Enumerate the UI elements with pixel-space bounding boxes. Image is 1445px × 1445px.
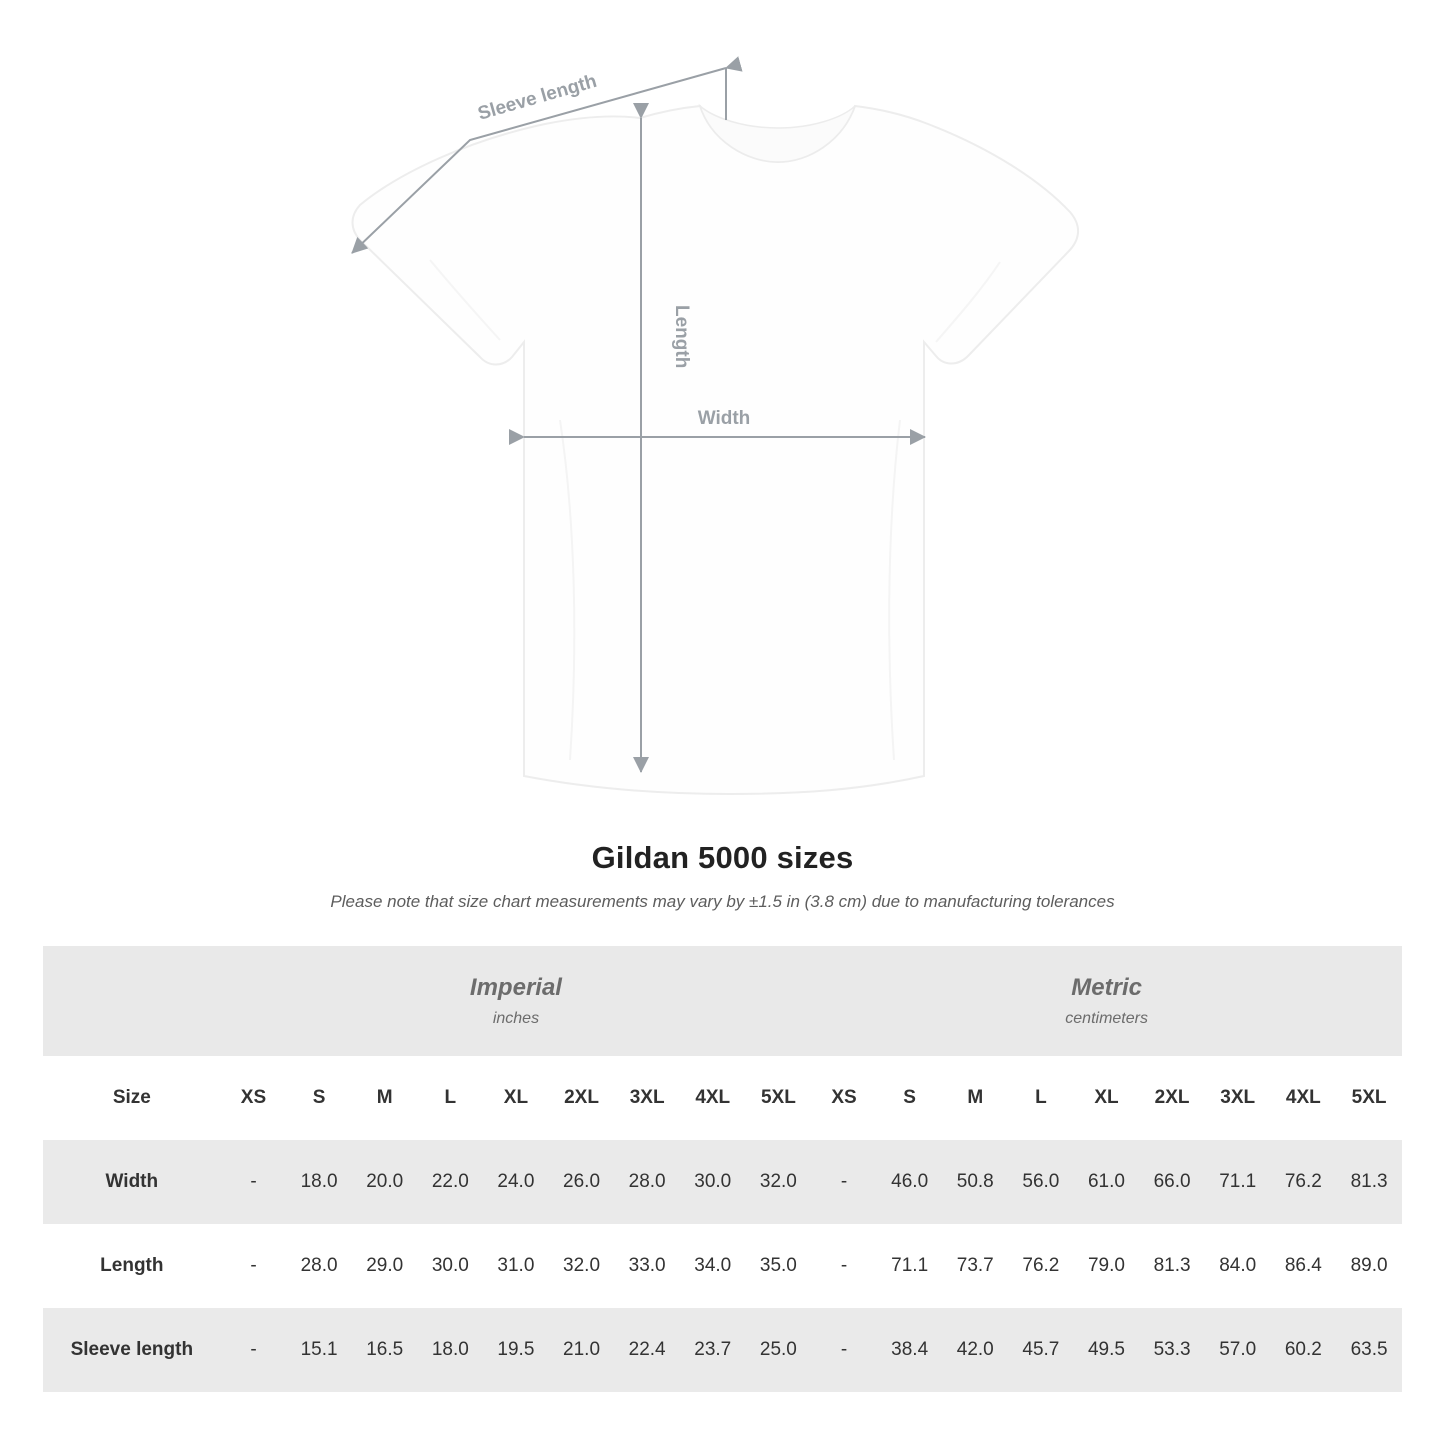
header-metric-s: S — [877, 1056, 943, 1140]
header-size: Size — [43, 1056, 221, 1140]
header-imperial-s: S — [286, 1056, 352, 1140]
cell-sleeve-metric-s: 38.4 — [877, 1308, 943, 1392]
label-length: Length — [671, 305, 692, 369]
cell-width-imperial-xs: - — [221, 1140, 287, 1224]
unit-group-imperial — [221, 946, 812, 1056]
cell-sleeve-metric-2xl: 53.3 — [1139, 1308, 1205, 1392]
header-metric-xl: XL — [1074, 1056, 1140, 1140]
cell-width-metric-s: 46.0 — [877, 1140, 943, 1224]
table-row-sleeve-length — [43, 1308, 1402, 1392]
cell-width-metric-5xl: 81.3 — [1336, 1140, 1402, 1224]
cell-width-imperial-4xl: 30.0 — [680, 1140, 746, 1224]
table-row-length — [43, 1224, 1402, 1308]
unit-group-imperial-sub: inches — [492, 1010, 540, 1027]
cell-length-metric-xl: 79.0 — [1074, 1224, 1140, 1308]
cell-width-metric-m: 50.8 — [942, 1140, 1008, 1224]
cell-sleeve-imperial-4xl: 23.7 — [680, 1308, 746, 1392]
header-metric-l: L — [1008, 1056, 1074, 1140]
cell-width-imperial-l: 22.0 — [418, 1140, 484, 1224]
cell-width-imperial-5xl: 32.0 — [746, 1140, 812, 1224]
cell-length-imperial-l: 30.0 — [418, 1224, 484, 1308]
cell-length-metric-m: 73.7 — [942, 1224, 1008, 1308]
unit-group-metric-sub: centimeters — [1065, 1010, 1148, 1027]
table-row-width — [43, 1140, 1402, 1224]
tshirt-shape — [353, 106, 1079, 794]
cell-sleeve-imperial-l: 18.0 — [418, 1308, 484, 1392]
cell-width-imperial-xl: 24.0 — [483, 1140, 549, 1224]
size-chart-container — [0, 946, 1445, 1392]
header-imperial-4xl: 4XL — [680, 1056, 746, 1140]
cell-length-metric-5xl: 89.0 — [1336, 1224, 1402, 1308]
cell-length-metric-s: 71.1 — [877, 1224, 943, 1308]
cell-sleeve-metric-m: 42.0 — [942, 1308, 1008, 1392]
cell-length-imperial-3xl: 33.0 — [614, 1224, 680, 1308]
cell-length-imperial-4xl: 34.0 — [680, 1224, 746, 1308]
label-width: Width — [697, 408, 751, 429]
unit-band-row — [43, 946, 1402, 1056]
cell-sleeve-metric-5xl: 63.5 — [1336, 1308, 1402, 1392]
label-sleeve-length: Sleeve length — [475, 70, 600, 125]
cell-sleeve-imperial-xs: - — [221, 1308, 287, 1392]
row-label-sleeve-length: Sleeve length — [43, 1308, 221, 1392]
unit-group-metric — [811, 946, 1402, 1056]
cell-width-metric-4xl: 76.2 — [1271, 1140, 1337, 1224]
title-block — [0, 840, 1445, 912]
row-label-width: Width — [43, 1140, 221, 1224]
cell-length-imperial-xs: - — [221, 1224, 287, 1308]
header-metric-5xl: 5XL — [1336, 1056, 1402, 1140]
cell-length-imperial-xl: 31.0 — [483, 1224, 549, 1308]
cell-sleeve-imperial-2xl: 21.0 — [549, 1308, 615, 1392]
cell-width-imperial-s: 18.0 — [286, 1140, 352, 1224]
header-imperial-xs: XS — [221, 1056, 287, 1140]
cell-length-metric-xs: - — [811, 1224, 877, 1308]
size-chart-table — [43, 946, 1402, 1392]
cell-sleeve-imperial-s: 15.1 — [286, 1308, 352, 1392]
header-imperial-3xl: 3XL — [614, 1056, 680, 1140]
cell-length-metric-3xl: 84.0 — [1205, 1224, 1271, 1308]
cell-width-metric-2xl: 66.0 — [1139, 1140, 1205, 1224]
cell-sleeve-metric-4xl: 60.2 — [1271, 1308, 1337, 1392]
page-title: Gildan 5000 sizes — [591, 840, 854, 875]
cell-width-metric-xl: 61.0 — [1074, 1140, 1140, 1224]
header-metric-xs: XS — [811, 1056, 877, 1140]
cell-length-imperial-m: 29.0 — [352, 1224, 418, 1308]
table-header-row — [43, 1056, 1402, 1140]
header-imperial-xl: XL — [483, 1056, 549, 1140]
header-imperial-l: L — [418, 1056, 484, 1140]
cell-sleeve-metric-xs: - — [811, 1308, 877, 1392]
cell-sleeve-imperial-xl: 19.5 — [483, 1308, 549, 1392]
cell-length-imperial-s: 28.0 — [286, 1224, 352, 1308]
header-imperial-5xl: 5XL — [746, 1056, 812, 1140]
cell-length-imperial-2xl: 32.0 — [549, 1224, 615, 1308]
cell-width-metric-xs: - — [811, 1140, 877, 1224]
cell-width-metric-l: 56.0 — [1008, 1140, 1074, 1224]
header-metric-m: M — [942, 1056, 1008, 1140]
tolerance-note: Please note that size chart measurements may vary by ±1.5 in (3.8 cm) due to manufacturing tolerances — [330, 892, 1115, 911]
cell-sleeve-imperial-3xl: 22.4 — [614, 1308, 680, 1392]
header-metric-2xl: 2XL — [1139, 1056, 1205, 1140]
cell-length-metric-2xl: 81.3 — [1139, 1224, 1205, 1308]
cell-sleeve-imperial-m: 16.5 — [352, 1308, 418, 1392]
cell-sleeve-metric-l: 45.7 — [1008, 1308, 1074, 1392]
header-metric-3xl: 3XL — [1205, 1056, 1271, 1140]
cell-length-imperial-5xl: 35.0 — [746, 1224, 812, 1308]
cell-sleeve-metric-3xl: 57.0 — [1205, 1308, 1271, 1392]
cell-sleeve-imperial-5xl: 25.0 — [746, 1308, 812, 1392]
cell-length-metric-4xl: 86.4 — [1271, 1224, 1337, 1308]
cell-width-imperial-2xl: 26.0 — [549, 1140, 615, 1224]
cell-sleeve-metric-xl: 49.5 — [1074, 1308, 1140, 1392]
cell-width-imperial-3xl: 28.0 — [614, 1140, 680, 1224]
cell-length-metric-l: 76.2 — [1008, 1224, 1074, 1308]
row-label-length: Length — [43, 1224, 221, 1308]
header-metric-4xl: 4XL — [1271, 1056, 1337, 1140]
cell-width-imperial-m: 20.0 — [352, 1140, 418, 1224]
cell-width-metric-3xl: 71.1 — [1205, 1140, 1271, 1224]
header-imperial-m: M — [352, 1056, 418, 1140]
unit-group-metric-name: Metric — [1071, 974, 1142, 1001]
unit-group-imperial-name: Imperial — [469, 974, 562, 1001]
unit-band-spacer — [43, 946, 221, 1056]
header-imperial-2xl: 2XL — [549, 1056, 615, 1140]
